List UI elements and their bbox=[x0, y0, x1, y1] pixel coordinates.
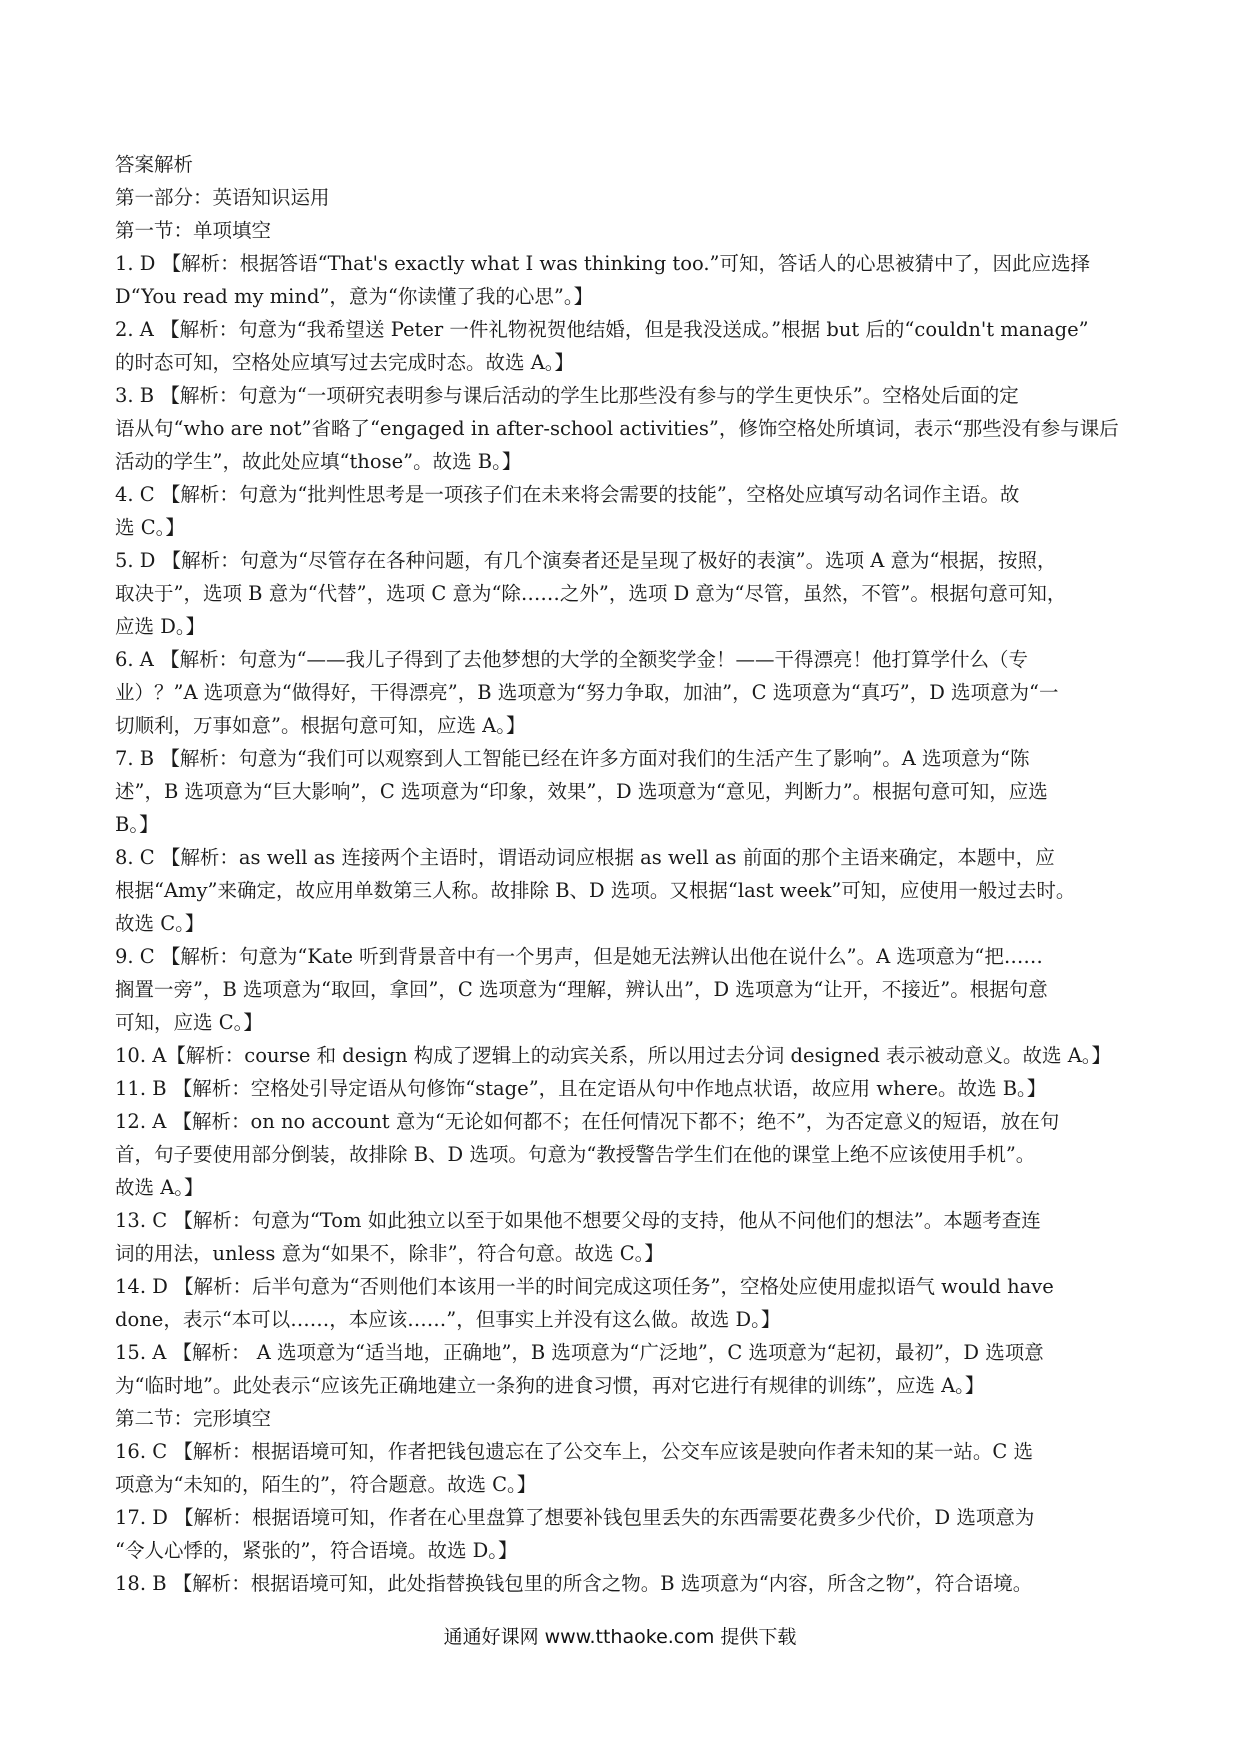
answer-item-17: 17. D 【解析：根据语境可知，作者在心里盘算了想要补钱包里丢失的东西需要花费多少代价，D 选项意为 “令人心悸的，紧张的”，符合语境。故选 D。】 bbox=[115, 1506, 1035, 1562]
answer-item-4: 4. C 【解析：句意为“批判性思考是一项孩子们在未来将会需要的技能”，空格处应填写动名词作主语。故 选 C。】 bbox=[115, 483, 1020, 539]
answer-item-10: 10. A【解析：course 和 design 构成了逻辑上的动宾关系，所以用过去分词 designed 表示被动意义。故选 A。】 bbox=[115, 1044, 1112, 1067]
answer-item-15: 15. A 【解析： A 选项意为“适当地，正确地”，B 选项意为“广泛地”，C 选项意为“起初，最初”，D 选项意 为“临时地”。此处表示“应该先正确地建立一条狗的进食习惯，再对它进行有规律的训练”，应选 A。】 bbox=[115, 1341, 1044, 1397]
answer-item-9: 9. C 【解析：句意为“Kate 听到背景音中有一个男声，但是她无法辨认出他在说什么”。A 选项意为“把…… 搁置一旁”，B 选项意为“取回，拿回”，C 选项意为“理解，辨认出”，D 选项意为“让开，不接近”。根据句意 可知，应选 C。】 bbox=[115, 945, 1048, 1034]
answer-item-7: 7. B 【解析：句意为“我们可以观察到人工智能已经在许多方面对我们的生活产生了影响”。A 选项意为“陈 述”，B 选项意为“巨大影响”，C 选项意为“印象，效果”，D 选项意为“意见，判断力”。根据句意可知，应选 B。】 bbox=[115, 747, 1048, 836]
answer-item-5: 5. D 【解析：句意为“尽管存在各种问题，有几个演奏者还是呈现了极好的表演”。选项 A 意为“根据，按照， 取决于”，选项 B 意为“代替”，选项 C 意为“除……之外”，选项 D 意为“尽管，虽然，不管”。根据句意可知， 应选 D。】 bbox=[115, 549, 1067, 638]
answer-item-2: 2. A 【解析：句意为“我希望送 Peter 一件礼物祝贺他结婚，但是我没送成。”根据 but 后的“couldn't manage” 的时态可知，空格处应填写过去完成时态。故选 A。】 bbox=[115, 318, 1089, 374]
section-heading: 第二节：完形填空 bbox=[115, 1407, 272, 1430]
answer-item-11: 11. B 【解析：空格处引导定语从句修饰“stage”，且在定语从句中作地点状语，故应用 where。故选 B。】 bbox=[115, 1077, 1047, 1100]
section-heading: 第一节：单项填空 bbox=[115, 219, 272, 242]
answer-item-6: 6. A 【解析：句意为“——我儿子得到了去他梦想的大学的全额奖学金！——干得漂亮！他打算学什么（专 业）？”A 选项意为“做得好，干得漂亮”，B 选项意为“努力争取，加油”，C 选项意为“真巧”，D 选项意为“一 切顺利，万事如意”。根据句意可知，应选 A。】 bbox=[115, 648, 1059, 737]
part-heading: 第一部分：英语知识运用 bbox=[115, 186, 330, 209]
answer-item-18: 18. B 【解析：根据语境可知，此处指替换钱包里的所含之物。B 选项意为“内容，所含之物”，符合语境。 bbox=[115, 1572, 1033, 1595]
answer-item-13: 13. C 【解析：句意为“Tom 如此独立以至于如果他不想要父母的支持，他从不问他们的想法”。本题考查连 词的用法，unless 意为“如果不，除非”，符合句意。故选 C。】 bbox=[115, 1209, 1041, 1265]
answer-item-3: 3. B 【解析：句意为“一项研究表明参与课后活动的学生比那些没有参与的学生更快乐”。空格处后面的定 语从句“who are not”省略了“engaged in after-school activities”，修饰空格处所填词，表示“那些没有参与课后 活动的学生”，故此处应填“those”。故选 B。】 bbox=[115, 384, 1119, 473]
answer-item-8: 8. C 【解析：as well as 连接两个主语时，谓语动词应根据 as well as 前面的那个主语来确定，本题中，应 根据“Amy”来确定，故应用单数第三人称。故排除 B、D 选项。又根据“last week”可知，应使用一般过去时。 故选 C。】 bbox=[115, 846, 1076, 935]
answer-item-12: 12. A 【解析：on no account 意为“无论如何都不；在任何情况下都不；绝不”，为否定意义的短语，放在句 首，句子要使用部分倒装，故排除 B、D 选项。句意为“教授警告学生们在他的课堂上绝不应该使用手机”。 故选 A。】 bbox=[115, 1110, 1060, 1199]
document-title: 答案解析 bbox=[115, 153, 194, 176]
page-footer: 通通好课网 www.tthaoke.com 提供下载 bbox=[443, 1626, 797, 1648]
answer-item-1: 1. D 【解析：根据答语“That's exactly what I was thinking too.”可知，答话人的心思被猜中了，因此应选择 D“You read my mind”，意为“你读懂了我的心思”。】 bbox=[115, 252, 1091, 308]
answer-item-16: 16. C 【解析：根据语境可知，作者把钱包遗忘在了公交车上，公交车应该是驶向作者未知的某一站。C 选 项意为“未知的，陌生的”，符合题意。故选 C。】 bbox=[115, 1440, 1033, 1496]
answer-item-14: 14. D 【解析：后半句意为“否则他们本该用一半的时间完成这项任务”，空格处应使用虚拟语气 would have done，表示“本可以……，本应该……”，但事实上并没有这么做。故选 D。】 bbox=[115, 1275, 1054, 1331]
document-body bbox=[115, 148, 1130, 1600]
